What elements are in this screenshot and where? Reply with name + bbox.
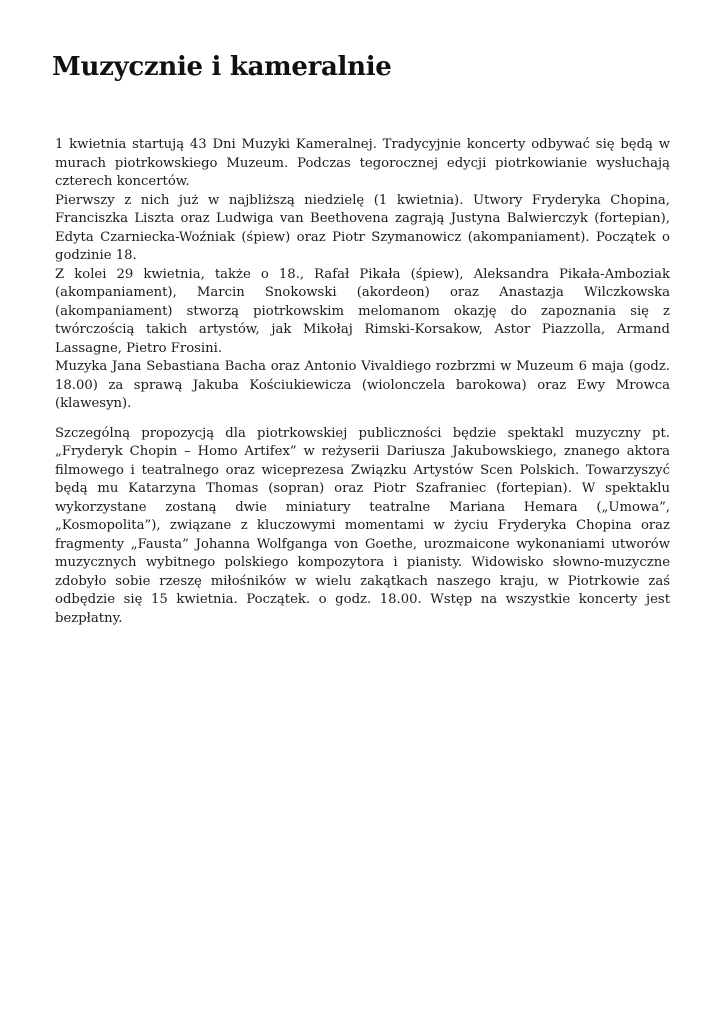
paragraph-spacer bbox=[55, 414, 670, 425]
paragraph-intro: 1 kwietnia startują 43 Dni Muzyki Kameralnej. Tradycyjnie koncerty odbywać się będą w murach piotrkowskiego Muzeum. Podczas tegorocznej edycji piotrkowianie wysłuchają czterech koncertów. bbox=[55, 137, 670, 189]
paragraph-second-concert: Z kolei 29 kwietnia, także o 18., Rafał Pikała (śpiew), Aleksandra Pikała-Amboziak (akompaniament), Marcin Snokowski (akordeon) oraz Anastazja Wilczkowska (akompaniament) stworzą piotrkowskim melomanom okazję do zapoznania się z twórczością takich artystów, jak Mikołaj Rimski-Korsakow, Astor Piazzolla, Armand Lassagne, Pietro Frosini. bbox=[55, 266, 670, 356]
paragraph-spectacle: Szczególną propozycją dla piotrkowskiej publiczności będzie spektakl muzyczny pt. „Fryderyk Chopin – Homo Artifex” w reżyserii Dariusza Jakubowskiego, znanego aktora filmowego i teatralnego oraz wiceprezesa Związku Artystów Scen Polskich. Towarzyszyć będą mu Katarzyna Thomas (sopran) oraz Piotr Szafraniec (fortepian). W spektaklu wykorzystane zostaną dwie miniatury teatralne Mariana Hemara („Umowa”, „Kosmopolita”), związane z kluczowymi momentami w życiu Fryderyka Chopina oraz fragmenty „Fausta” Johanna Wolfganga von Goethe, urozmaicone wykonaniami utworów muzycznych wybitnego polskiego kompozytora i pianisty. Widowisko słowno-muzyczne zdobyło sobie rzeszę miłośników w wielu zakątkach naszego kraju, w Piotrkowie zaś odbędzie się 15 kwietnia. Początek. o godz. 18.00. Wstęp na wszystkie koncerty jest bezpłatny. bbox=[55, 425, 670, 626]
paragraph-third-concert: Muzyka Jana Sebastiana Bacha oraz Antonio Vivaldiego rozbrzmi w Muzeum 6 maja (godz. 18.00) za sprawą Jakuba Kościukiewicza (wiolonczela barokowa) oraz Ewy Mrowca (klawesyn). bbox=[55, 359, 670, 411]
paragraph-first-concert: Pierwszy z nich już w najbliższą niedzielę (1 kwietnia). Utwory Fryderyka Chopina, Franciszka Liszta oraz Ludwiga van Beethovena zagrają Justyna Balwierczyk (fortepian), Edyta Czarniecka-Woźniak (śpiew) oraz Piotr Szymanowicz (akompaniament). Początek o godzinie 18. bbox=[55, 192, 670, 263]
article-body bbox=[55, 136, 670, 628]
article-title: Muzycznie i kameralnie bbox=[52, 52, 392, 82]
